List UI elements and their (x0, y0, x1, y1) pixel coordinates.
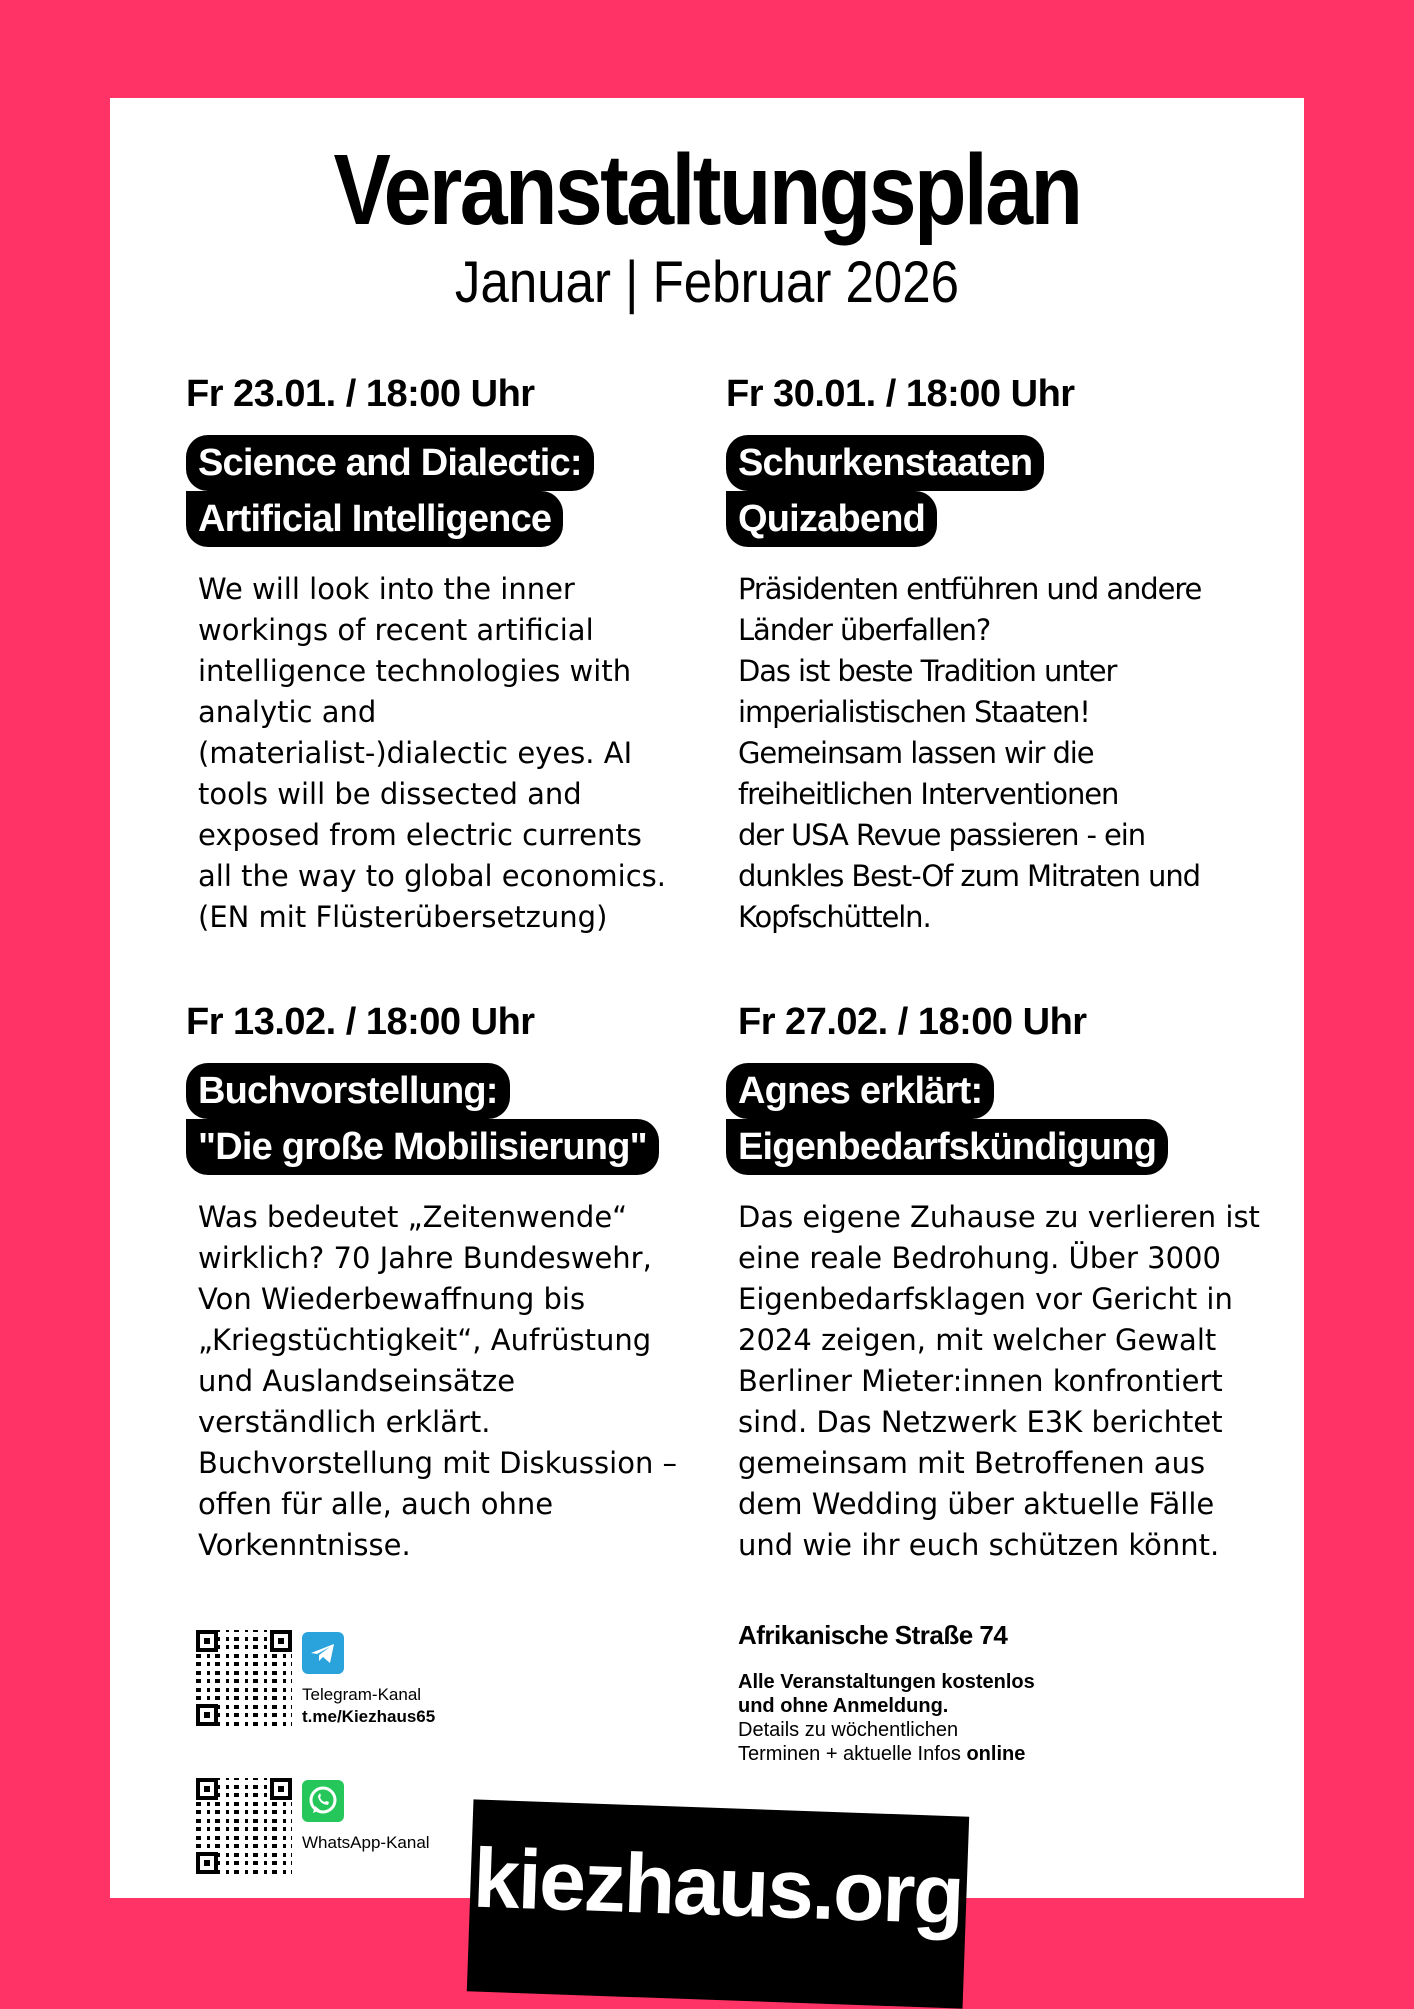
event-title (726, 1063, 1278, 1175)
telegram-icon (302, 1632, 344, 1674)
event-title-line: Artificial Intelligence (186, 491, 563, 547)
event-description: Was bedeutet „Zeitenwende“ wirklich? 70 Jahre Bundeswehr, Von Wiederbewaffnung bis „Kriegstüchtigkeit“, Aufrüstung und Auslandseinsätze verständlich erklärt. Buchvorstellung mit Diskussion – offen für alle, auch ohne Vorkenntnisse. (198, 1200, 678, 1562)
event-card (186, 999, 726, 1566)
online-link[interactable]: online (966, 1743, 1026, 1765)
address: Afrikanische Straße 74 (738, 1620, 1008, 1650)
event-card (726, 371, 1266, 938)
event-title-line: "Die große Mobilisierung" (186, 1119, 659, 1175)
event-title-line: Buchvorstellung: (186, 1063, 510, 1119)
event-description: Präsidenten entführen und andere Länder überfallen? Das ist beste Tradition unter imperialistischen Staaten! Gemeinsam lassen wir die freiheitlichen Interventionen der USA Revue passieren - ein dunkles Best-Of zum Mitraten und Kopfschütteln. (738, 572, 1202, 934)
event-title-line: Agnes erklärt: (726, 1063, 994, 1119)
event-title-line: Science and Dialectic: (186, 435, 594, 491)
event-date: Fr 27.02. / 18:00 Uhr (738, 1001, 1087, 1043)
event-title (726, 435, 1266, 547)
event-description: Das eigene Zuhause zu verlieren ist eine reale Bedrohung. Über 3000 Eigenbedarfsklagen vor Gericht in 2024 zeigen, mit welcher Gewalt Berliner Mieter:innen konfrontiert sind. Das Netzwerk E3K berichtet gemeinsam mit Betroffenen aus dem Wedding über aktuelle Fälle und wie ihr euch schützen könnt. (738, 1200, 1260, 1562)
event-date: Fr 13.02. / 18:00 Uhr (186, 1001, 535, 1043)
telegram-qr-code[interactable] (196, 1630, 292, 1726)
telegram-link[interactable]: t.me/Kiezhaus65 (302, 1707, 436, 1726)
event-title-line: Quizabend (726, 491, 937, 547)
whatsapp-icon (302, 1780, 344, 1822)
event-description: We will look into the inner workings of recent artificial intelligence technologies with analytic and (materialist-)dialectic eyes. AI tools will be dissected and exposed from electric currents all the way to global economics. (EN mit Flüsterübersetzung) (198, 572, 667, 934)
event-title (186, 435, 726, 547)
event-card (186, 371, 726, 938)
website-link[interactable]: kiezhaus.org (471, 1830, 965, 1942)
info-text: Alle Veranstaltungen kostenlos und ohne Anmeldung. Details zu wöchentlichen Terminen + aktuelle Infos online (738, 1671, 1035, 1765)
page-subtitle: Januar | Februar 2026 (454, 250, 960, 315)
event-poster (110, 98, 1304, 1898)
whatsapp-qr-code[interactable] (196, 1778, 292, 1874)
event-date: Fr 23.01. / 18:00 Uhr (186, 373, 535, 415)
event-title-line: Schurkenstaaten (726, 435, 1044, 491)
event-title (186, 1063, 726, 1175)
page-title: Veranstaltungsplan (333, 134, 1081, 246)
event-card (738, 999, 1278, 1566)
event-date: Fr 30.01. / 18:00 Uhr (726, 373, 1075, 415)
event-title-line: Eigenbedarfskündigung (726, 1119, 1168, 1175)
telegram-label: Telegram-Kanal (302, 1685, 422, 1704)
whatsapp-label: WhatsApp-Kanal (302, 1833, 430, 1852)
